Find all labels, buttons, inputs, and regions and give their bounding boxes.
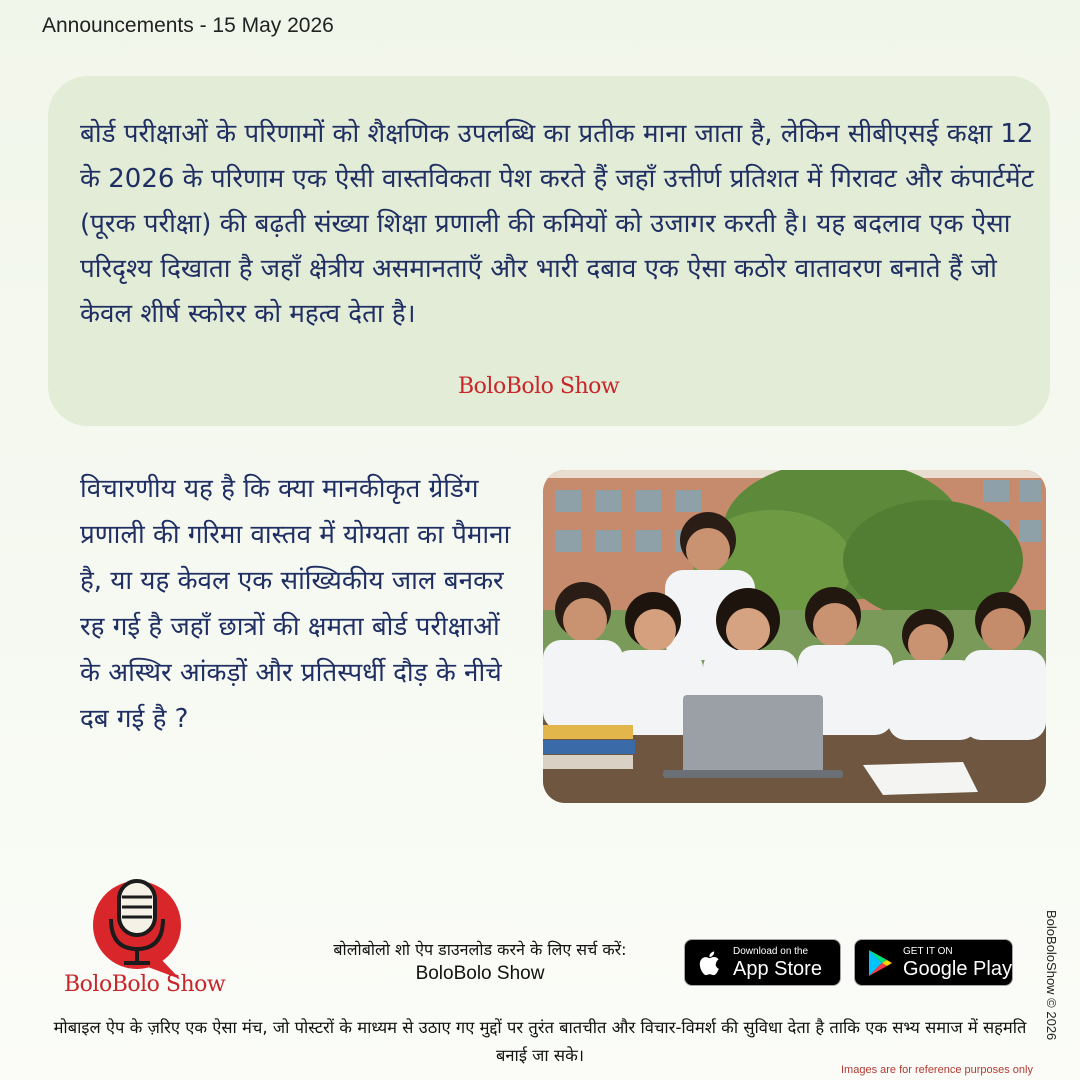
- platform-description: मोबाइल ऐप के ज़रिए एक ऐसा मंच, जो पोस्टरों के माध्यम से उठाए गए मुद्दों पर तुरंत बातचीत और विचार-विमर्श की सुविधा देता है ताकि एक सभ्य समाज में सहमति बनाई जा सके।: [53, 1018, 1027, 1065]
- copyright-text: BoloBoloShow © 2026: [1044, 910, 1059, 1041]
- google-play-button[interactable]: [854, 939, 1013, 986]
- logo-brand-text: BoloBolo Show: [64, 972, 226, 997]
- intro-paragraph: बोर्ड परीक्षाओं के परिणामों को शैक्षणिक उपलब्धि का प्रतीक माना जाता है, लेकिन सीबीएसई कक्षा 12 के 2026 के परिणाम एक ऐसी वास्तविकता पेश करते हैं जहाँ उत्तीर्ण प्रतिशत में गिरावट और कंपार्टमेंट (पूरक परीक्षा) की बढ़ती संख्या शिक्षा प्रणाली की कमियों को उजागर करती है। यह बदलाव एक ऐसा परिदृश्य दिखाता है जहाँ क्षेत्रीय असमानताएँ और भारी दबाव एक ऐसा कठोर वातावरण बनाते हैं जो केवल शीर्ष स्कोरर को महत्व देता है।: [80, 119, 1034, 329]
- apple-icon: [693, 948, 727, 978]
- search-prompt: बोलोबोलो शो ऐप डाउनलोड करने के लिए सर्च करें:: [333, 940, 627, 959]
- app-store-big: App Store: [733, 957, 822, 980]
- google-play-small: GET IT ON: [903, 945, 953, 957]
- google-play-big: Google Play: [903, 957, 1012, 980]
- google-play-icon: [863, 948, 897, 978]
- copyright-vertical: [1040, 910, 1060, 1060]
- announcement-date: Announcements - 15 May 2026: [42, 14, 334, 37]
- card-brand-signature: BoloBolo Show: [458, 374, 620, 399]
- app-store-small: Download on the: [733, 945, 809, 957]
- image-disclaimer: Images are for reference purposes only: [841, 1064, 1033, 1076]
- students-photo: [543, 470, 1046, 803]
- question-paragraph: विचारणीय यह है कि क्या मानकीकृत ग्रेडिंग प्रणाली की गरिमा वास्तव में योग्यता का पैमाना है, या यह केवल एक सांख्यिकीय जाल बनकर रह गई है जहाँ छात्रों की क्षमता बोर्ड परीक्षाओं के अस्थिर आंकड़ों और प्रतिस्पर्धी दौड़ के नीचे दब गई है ?: [80, 474, 511, 734]
- app-store-button[interactable]: [684, 939, 841, 986]
- search-term: BoloBolo Show: [415, 963, 545, 984]
